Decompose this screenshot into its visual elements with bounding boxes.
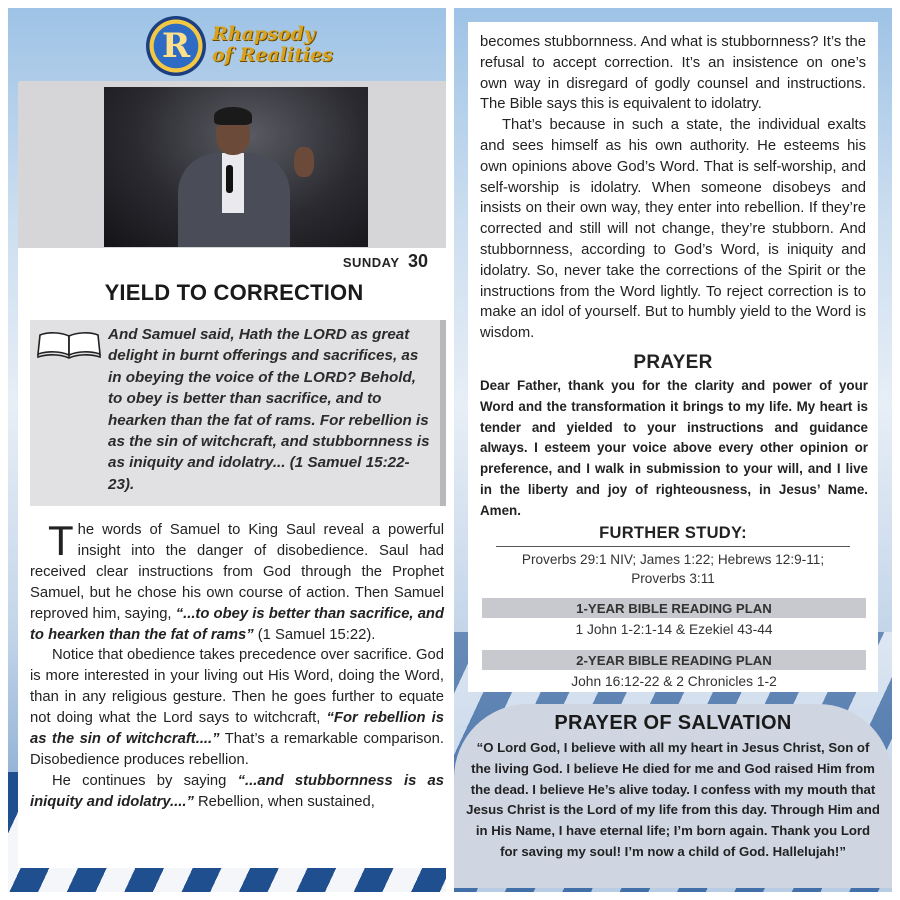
inline-quote: “...to obey is better than sacrifice, and to hearken than the fat of rams”	[30, 605, 444, 643]
further-study-text: Proverbs 29:1 NIV; James 1:22; Hebrews 12:9-11; Proverbs 3:11	[521, 552, 825, 586]
salvation-box	[454, 704, 892, 888]
speaker-photo	[104, 87, 368, 247]
continuation-text	[480, 32, 866, 344]
scripture-text: And Samuel said, Hath the LORD as great delight in burnt offerings and sacrifices, as in obeying the voice of the LORD? Behold, to obey is better than sacrifice, and to hearken than the fat of rams. For rebellion is as the sin of witchcraft, and stubbornness is as iniquity and idolatry... (1 Samuel 15:22-23).	[108, 326, 430, 493]
date-label	[336, 248, 446, 272]
devotional-content	[18, 248, 446, 868]
rhapsody-logo	[146, 14, 346, 80]
photo-frame	[18, 81, 446, 265]
microphone-icon	[226, 165, 233, 193]
inline-quote: “For rebellion is as the sin of witchcraft....”	[30, 710, 444, 748]
body-paragraph: The words of Samuel to King Saul reveal a powerful insight into the danger of disobedience. Saul had received clear instructions from God through the Prophet Samuel, but he chose his own course of action. Then Samuel reproved him, saying, “...to obey is better than sacrifice, and to hearken than the fat of rams” (1 Samuel 15:22).	[30, 517, 444, 643]
scripture-box	[30, 320, 446, 506]
reading-plan-2-label: 2-YEAR BIBLE READING PLAN	[482, 650, 866, 670]
devotional-page-right	[454, 8, 892, 892]
body-paragraph: He continues by saying “...and stubbornness is as iniquity and idolatry....” Rebellion, when sustained,	[30, 772, 444, 810]
prayer-text: Dear Father, thank you for the clarity and power of your Word and the transformation it brings to my life. My heart is tender and yielded to your instructions and guidance always. I esteem your voice above every other opinion or preference, and I walk in submission to your will, and I live in the liberty and joy of righteousness, in Jesus’ Name. Amen.	[480, 378, 868, 518]
salvation-heading: PRAYER OF SALVATION	[554, 712, 792, 734]
date-number: 30	[407, 251, 428, 271]
devotional-page-left	[8, 8, 446, 892]
logo-line-1: Rhapsody	[212, 23, 315, 45]
inline-quote: “...and stubbornness is as iniquity and idolatry....”	[30, 772, 444, 810]
body-paragraph: Notice that obedience takes precedence over sacrifice. God is more interested in your living out His Word, doing the Word, than in any religious gesture. Then he goes further to equate not doing what the Lord says to witchcraft, “For rebellion is as the sin of witchcraft....” That’s a remarkable comparison. Disobedience produces rebellion.	[30, 647, 444, 768]
reading-plan-1-label: 1-YEAR BIBLE READING PLAN	[482, 598, 866, 618]
logo-letter: R	[161, 26, 191, 66]
body-paragraph: That’s because in such a state, the individual exalts and sees himself as his own authority. He esteems his own opinions above God’s Word. That is self-worship, and self-worship is idolatry. When someone disobeys and insists on their own way, they enter into rebellion. If they’re corrected and still will not change, they’re stubborn. And stubbornness, according to God’s Word, is iniquity and idolatry. So, never take the corrections of the Spirit or the instructions from the Word lightly. To reject correction is to make an idol of yourself. But to humbly yield to the Word is wisdom.	[480, 117, 866, 342]
devotional-continuation	[468, 22, 878, 692]
open-book-icon	[36, 330, 102, 360]
date-day: SUNDAY	[342, 255, 400, 270]
body-paragraph: becomes stubbornness. And what is stubbornness? It’s the refusal to accept correction. It’s an insistence on one’s own way in disregard of godly counsel and instructions. The Bible says this is equivalent to idolatry.	[480, 34, 866, 113]
salvation-text: “O Lord God, I believe with all my heart in Jesus Christ, Son of the living God. I believe He died for me and God raised Him from the dead. I believe He’s alive today. I confess with my mouth that Jesus Christ is the Lord of my life from this day. Through Him and in His Name, I have eternal life; I’m born again. Thank you Lord for saving my soul! I’m now a child of God. Hallelujah!”	[466, 740, 880, 859]
body-text	[30, 517, 444, 813]
reading-plan-2-text: John 16:12-22 & 2 Chronicles 1-2	[571, 674, 777, 689]
logo-wordmark	[212, 24, 344, 66]
divider	[496, 546, 850, 547]
further-study-heading: FURTHER STUDY:	[599, 524, 747, 542]
logo-line-2: of Realities	[212, 44, 333, 66]
prayer-heading: PRAYER	[633, 352, 713, 373]
reading-plan-1-text: 1 John 1-2:1-14 & Ezekiel 43-44	[575, 622, 773, 637]
drop-cap: T	[48, 517, 74, 564]
page-title: YIELD TO CORRECTION	[104, 280, 364, 305]
